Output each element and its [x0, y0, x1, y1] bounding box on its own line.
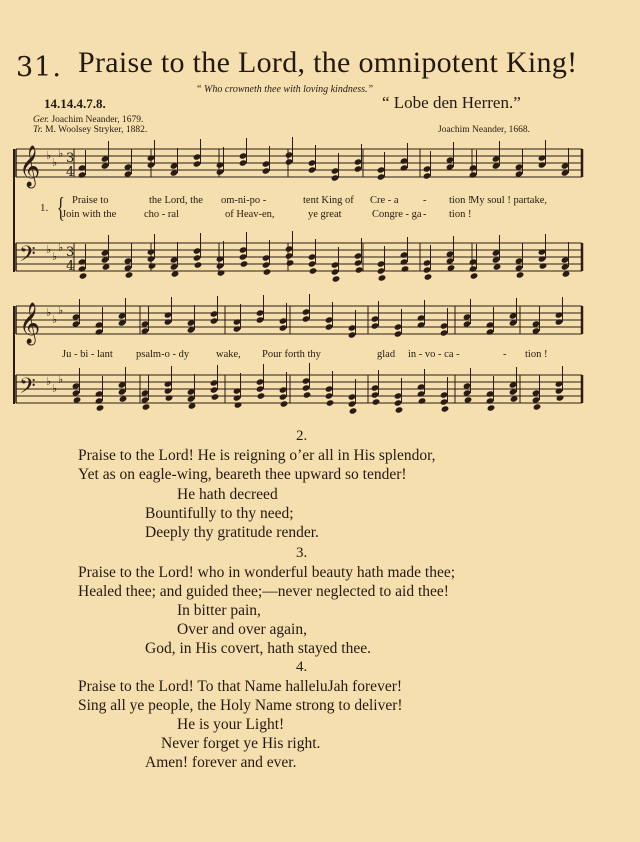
- lyric-syllable: of Heav-en,: [225, 209, 275, 220]
- note-head: [285, 158, 294, 165]
- note-head: [308, 166, 317, 173]
- note-head: [424, 273, 433, 280]
- music-glyph: 𝄞: [19, 146, 41, 187]
- lyric-syllable: Join with the: [62, 209, 117, 220]
- note-head: [354, 165, 363, 172]
- note-head: [257, 392, 266, 399]
- note-head: [280, 400, 289, 407]
- note-head: [395, 406, 404, 413]
- stanza-line: In bitter pain,: [177, 602, 261, 619]
- note-head: [486, 328, 495, 335]
- note-head: [279, 317, 288, 324]
- note-head: [210, 310, 219, 317]
- note-head: [308, 260, 317, 267]
- credit-composer: Joachim Neander, 1668.: [438, 125, 530, 135]
- stanza-line: Healed thee; and guided thee;—never neglected to aid thee!: [78, 583, 449, 600]
- music-glyph: ♭: [52, 156, 58, 169]
- note-head: [148, 262, 157, 269]
- note-head: [279, 393, 288, 400]
- note-head: [262, 261, 271, 268]
- note-head: [378, 274, 387, 281]
- lyric-syllable: Ju - bi - lant: [62, 349, 113, 360]
- note-head: [348, 331, 357, 338]
- note-head: [147, 248, 156, 255]
- note-head: [78, 164, 87, 171]
- note-head: [355, 266, 364, 273]
- stanza-line: God, in His covert, hath stayed thee.: [145, 640, 371, 657]
- lyric-syllable: om-ni-po -: [221, 195, 267, 206]
- note-head: [516, 271, 525, 278]
- stanza-number: 3.: [296, 545, 308, 561]
- stanza-line: Praise to the Lord! who in wonderful beauty hath made thee;: [78, 564, 456, 581]
- credit-original-author: Ger. Joachim Neander, 1679.: [33, 115, 144, 125]
- note-head: [394, 399, 403, 406]
- note-head: [164, 318, 173, 325]
- note-head: [441, 405, 450, 412]
- note-head: [279, 324, 288, 331]
- note-head: [125, 271, 134, 278]
- note-head: [487, 404, 496, 411]
- note-head: [440, 398, 449, 405]
- lyric-syllable: My soul ! partake,: [470, 195, 547, 206]
- note-head: [377, 173, 386, 180]
- note-head: [79, 272, 88, 279]
- note-head: [325, 392, 334, 399]
- note-head: [279, 386, 288, 393]
- note-head: [469, 265, 478, 272]
- note-head: [469, 164, 478, 171]
- credit-translator: Tr. M. Woolsey Stryker, 1882.: [33, 125, 148, 135]
- music-glyph: ♭: [58, 373, 64, 386]
- note-head: [193, 254, 202, 261]
- music-glyph: 𝄢: [19, 374, 36, 404]
- note-head: [555, 387, 564, 394]
- note-head: [538, 248, 547, 255]
- note-head: [400, 251, 409, 258]
- note-head: [377, 166, 386, 173]
- meter: 14.14.4.7.8.: [44, 96, 106, 111]
- note-head: [147, 161, 156, 168]
- note-head: [556, 394, 565, 401]
- note-head: [394, 392, 403, 399]
- note-head: [400, 157, 409, 164]
- note-head: [234, 401, 243, 408]
- note-head: [233, 387, 242, 394]
- note-head: [417, 314, 426, 321]
- hymn-title: Praise to the Lord, the omnipotent King!: [78, 46, 578, 79]
- note-head: [394, 323, 403, 330]
- stanza-number: 4.: [296, 659, 308, 675]
- stanza-line: Deeply thy gratitude render.: [145, 524, 319, 541]
- note-head: [165, 394, 174, 401]
- note-head: [538, 154, 547, 161]
- note-head: [95, 321, 104, 328]
- stanza-line: Amen! forever and ever.: [145, 754, 297, 771]
- music-glyph: ♭: [58, 304, 64, 317]
- note-heads: [72, 137, 571, 415]
- music-glyph: ♭: [46, 149, 52, 162]
- music-glyph: ♭: [58, 241, 64, 254]
- note-head: [539, 262, 548, 269]
- note-head: [95, 397, 104, 404]
- note-head: [377, 267, 386, 274]
- note-head: [440, 329, 449, 336]
- note-head: [423, 172, 432, 179]
- note-head: [263, 268, 272, 275]
- note-head: [486, 390, 495, 397]
- music-glyph: ♭: [46, 243, 52, 256]
- note-head: [239, 159, 248, 166]
- note-head: [309, 267, 318, 274]
- note-head: [164, 380, 173, 387]
- note-head: [211, 393, 220, 400]
- note-head: [348, 400, 357, 407]
- note-head: [331, 268, 340, 275]
- note-head: [194, 261, 203, 268]
- note-head: [377, 260, 386, 267]
- note-head: [348, 324, 357, 331]
- note-head: [400, 258, 409, 265]
- music-glyph: ♭: [52, 250, 58, 263]
- note-head: [147, 154, 156, 161]
- note-head: [538, 255, 547, 262]
- note-head: [239, 152, 248, 159]
- note-head: [417, 321, 426, 328]
- note-head: [417, 383, 426, 390]
- music-glyph: ♭: [46, 306, 52, 319]
- note-head: [239, 246, 248, 253]
- note-head: [262, 254, 271, 261]
- hymn-number: 31.: [16, 52, 62, 83]
- stanza-line: Sing all ye people, the Holy Name strong to deliver!: [78, 697, 403, 714]
- lyric-syllable: psalm-o - dy: [136, 349, 190, 360]
- music-glyph: 3: [66, 151, 75, 166]
- note-head: [164, 387, 173, 394]
- note-head: [486, 397, 495, 404]
- note-head: [469, 171, 478, 178]
- note-head: [440, 391, 449, 398]
- note-head: [555, 311, 564, 318]
- note-head: [332, 275, 341, 282]
- note-head: [216, 168, 225, 175]
- note-head: [326, 399, 335, 406]
- verse-number: 1.: [40, 202, 49, 214]
- note-head: [285, 151, 294, 158]
- lyric-syllable: tion !: [449, 195, 472, 206]
- note-head: [302, 377, 311, 384]
- lyric-syllable: Praise to: [72, 195, 109, 206]
- note-head: [217, 269, 226, 276]
- note-head: [233, 394, 242, 401]
- stanza-line: Over and over again,: [177, 621, 307, 638]
- stanza-number: 2.: [296, 428, 308, 444]
- note-head: [394, 330, 403, 337]
- note-head: [193, 160, 202, 167]
- note-head: [256, 316, 265, 323]
- note-head: [331, 261, 340, 268]
- note-head: [325, 385, 334, 392]
- music-glyph: 4: [66, 259, 75, 274]
- stanza-line: He hath decreed: [177, 486, 278, 503]
- note-head: [371, 322, 380, 329]
- note-head: [555, 380, 564, 387]
- note-head: [285, 245, 294, 252]
- lyric-syllable: tion !: [449, 209, 472, 220]
- note-head: [348, 393, 357, 400]
- lyric-syllable: -: [503, 349, 507, 360]
- note-head: [354, 259, 363, 266]
- lyric-syllable: in - vo - ca -: [408, 349, 460, 360]
- note-head: [256, 385, 265, 392]
- note-head: [349, 407, 358, 414]
- note-head: [210, 317, 219, 324]
- note-head: [78, 171, 87, 178]
- note-head: [193, 153, 202, 160]
- note-head: [423, 259, 432, 266]
- note-head: [285, 252, 294, 259]
- music-glyph: 𝄞: [19, 303, 41, 344]
- note-head: [303, 391, 312, 398]
- tune-name: “ Lobe den Herren.”: [382, 93, 521, 112]
- music-glyph: 𝄢: [19, 242, 36, 272]
- note-head: [78, 265, 87, 272]
- note-head: [95, 328, 104, 335]
- note-head: [96, 404, 105, 411]
- lyric-syllable: tent King of: [303, 195, 354, 206]
- note-head: [233, 318, 242, 325]
- note-head: [372, 398, 381, 405]
- note-head: [262, 167, 271, 174]
- note-head: [142, 403, 151, 410]
- note-head: [164, 311, 173, 318]
- music-glyph: ♭: [46, 375, 52, 388]
- staff-lines: [14, 149, 582, 404]
- lyric-syllable: Cre - a: [370, 195, 399, 206]
- note-head: [216, 161, 225, 168]
- note-head: [371, 391, 380, 398]
- lyric-syllable: Congre - ga: [372, 209, 422, 220]
- note-head: [210, 386, 219, 393]
- note-head: [423, 266, 432, 273]
- note-head: [193, 247, 202, 254]
- note-head: [286, 259, 295, 266]
- stanza-line: Yet as on eagle-wing, beareth thee upward so tender!: [78, 466, 407, 483]
- epigraph: “ Who crowneth thee with loving kindness.”: [196, 84, 374, 95]
- note-head: [325, 323, 334, 330]
- note-head: [95, 390, 104, 397]
- note-head: [210, 379, 219, 386]
- note-head: [325, 316, 334, 323]
- note-head: [486, 321, 495, 328]
- note-head: [440, 322, 449, 329]
- note-head: [308, 253, 317, 260]
- note-head: [354, 252, 363, 259]
- note-head: [302, 384, 311, 391]
- note-head: [401, 265, 410, 272]
- note-head: [423, 165, 432, 172]
- note-head: [262, 160, 271, 167]
- music-glyph: 3: [66, 245, 75, 260]
- note-head: [302, 315, 311, 322]
- note-head: [470, 272, 479, 279]
- note-head: [331, 174, 340, 181]
- lyric-syllable: the Lord, the: [149, 195, 203, 206]
- music-glyph: ♭: [58, 147, 64, 160]
- note-head: [400, 164, 409, 171]
- note-head: [371, 315, 380, 322]
- note-head: [147, 255, 156, 262]
- note-head: [469, 258, 478, 265]
- note-head: [308, 159, 317, 166]
- stanza-line: Never forget ye His right.: [161, 735, 321, 752]
- stanza-line: Praise to the Lord! To that Name halleluJah forever!: [78, 678, 403, 695]
- note-head: [418, 397, 427, 404]
- note-head: [256, 309, 265, 316]
- lyric-syllable: wake,: [216, 349, 241, 360]
- clefs-and-signatures: [19, 145, 74, 404]
- lyric-syllable: glad: [377, 349, 396, 360]
- lyric-syllable: cho - ral: [144, 209, 179, 220]
- note-head: [538, 161, 547, 168]
- note-head: [302, 308, 311, 315]
- note-head: [216, 262, 225, 269]
- note-head: [256, 378, 265, 385]
- lyric-brace: {: [56, 193, 65, 224]
- note-head: [555, 318, 564, 325]
- note-head: [240, 260, 249, 267]
- note-head: [331, 167, 340, 174]
- note-head: [78, 258, 87, 265]
- note-head: [371, 384, 380, 391]
- music-glyph: ♭: [52, 313, 58, 326]
- stanza-line: He is your Light!: [177, 716, 285, 733]
- stanza-line: Praise to the Lord! He is reigning o’er all in His splendor,: [78, 447, 436, 464]
- note-head: [417, 390, 426, 397]
- note-head: [233, 325, 242, 332]
- note-head: [239, 253, 248, 260]
- note-head: [533, 403, 542, 410]
- lyric-syllable: ye great: [308, 209, 342, 220]
- lyric-syllable: -: [423, 195, 427, 206]
- lyric-syllable: -: [423, 209, 427, 220]
- music-glyph: ♭: [52, 382, 58, 395]
- note-head: [216, 255, 225, 262]
- music-glyph: 4: [66, 165, 75, 180]
- note-head: [354, 158, 363, 165]
- lyric-syllable: Pour forth thy: [262, 349, 321, 360]
- lyric-syllable: tion !: [525, 349, 548, 360]
- stanza-line: Bountifully to thy need;: [145, 505, 294, 522]
